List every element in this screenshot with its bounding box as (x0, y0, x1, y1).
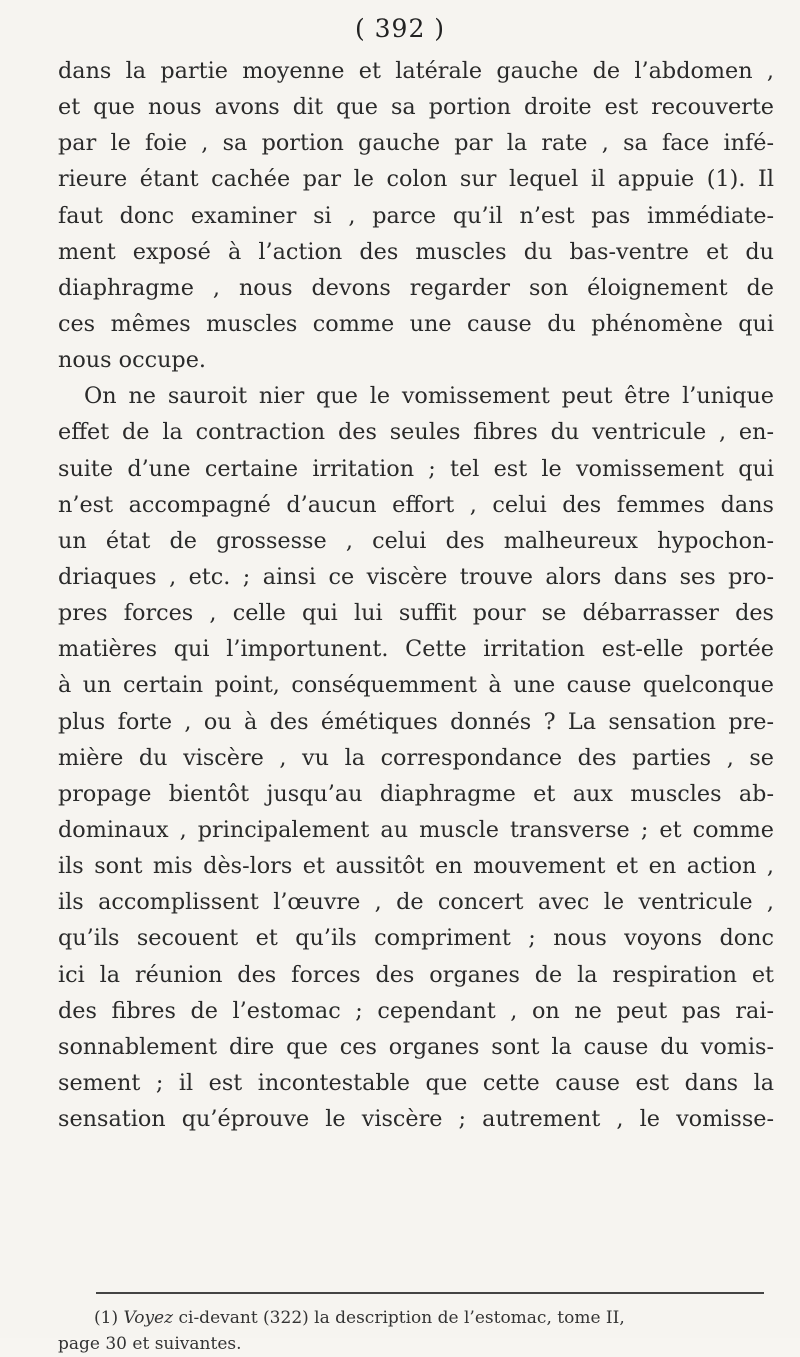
text-line: sonnablement dire que ces organes sont la cause du vomis- (58, 1033, 774, 1060)
text-line: et que nous avons dit que sa portion droite est recouverte (58, 94, 774, 121)
text-line: effet de la contraction des seules fibres du ventricule , en- (58, 419, 774, 446)
text-line: mière du viscère , vu la correspondance des parties , se (58, 744, 774, 771)
text-line: faut donc examiner si , parce qu’il n’est pas immédiate- (58, 202, 774, 229)
text-line: n’est accompagné d’aucun effort , celui des femmes dans (58, 491, 774, 518)
text-line: ils accomplissent l’œuvre , de concert avec le ventricule , (58, 889, 774, 916)
text-line: ici la réunion des forces des organes de la respiration et (58, 961, 774, 988)
footnote-line (58, 1305, 774, 1331)
footnote (58, 1305, 774, 1357)
text-line: dominaux , principalement au muscle transverse ; et comme (58, 816, 774, 843)
text-line: sement ; il est incontestable que cette cause est dans la (58, 1069, 774, 1096)
text-line: dans la partie moyenne et latérale gauche de l’abdomen , (58, 58, 774, 84)
text-line: qu’ils secouent et qu’ils compriment ; nous voyons donc (58, 925, 774, 952)
text-line: sensation qu’éprouve le viscère ; autrement , le vomisse- (58, 1106, 774, 1133)
text-line: ces mêmes muscles comme une cause du phénomène qui (58, 310, 774, 337)
text-line: ils sont mis dès-lors et aussitôt en mouvement et en action , (58, 853, 774, 880)
text-line: à un certain point, conséquemment à une cause quelconque (58, 672, 774, 699)
footnote-marker: (1) (94, 1308, 119, 1328)
text-line: plus forte , ou à des émétiques donnés ? La sensation pre- (58, 708, 774, 735)
page-number: ( 392 ) (354, 14, 446, 43)
text-line: On ne sauroit nier que le vomissement peut être l’unique (84, 383, 774, 410)
body-text (58, 53, 774, 1137)
text-line: un état de grossesse , celui des malheureux hypochon- (58, 527, 774, 554)
text-line: matières qui l’importunent. Cette irritation est-elle portée (58, 636, 774, 663)
text-line: nous occupe. (58, 347, 206, 374)
text-line: ment exposé à l’action des muscles du bas-ventre et du (58, 238, 774, 265)
text-line: suite d’une certaine irritation ; tel est le vomissement qui (58, 455, 774, 482)
text-line: propage bientôt jusqu’au diaphragme et aux muscles ab- (58, 780, 774, 807)
footnote-italic: Voyez (123, 1308, 174, 1328)
text-line: pres forces , celle qui lui suffit pour se débarrasser des (58, 600, 774, 627)
text-line: diaphragme , nous devons regarder son éloignement de (58, 274, 774, 301)
footnote-line: page 30 et suivantes. (58, 1334, 242, 1354)
text-line: rieure étant cachée par le colon sur lequel il appuie (1). Il (58, 166, 774, 193)
footnote-divider (96, 1292, 764, 1294)
text-line: des fibres de l’estomac ; cependant , on ne peut pas rai- (58, 997, 774, 1024)
text-line: par le foie , sa portion gauche par la rate , sa face infé- (58, 130, 774, 157)
text-line: driaques , etc. ; ainsi ce viscère trouve alors dans ses pro- (58, 563, 774, 590)
footnote-text: ci-devant (322) la description de l’estomac, tome II, (178, 1308, 625, 1328)
